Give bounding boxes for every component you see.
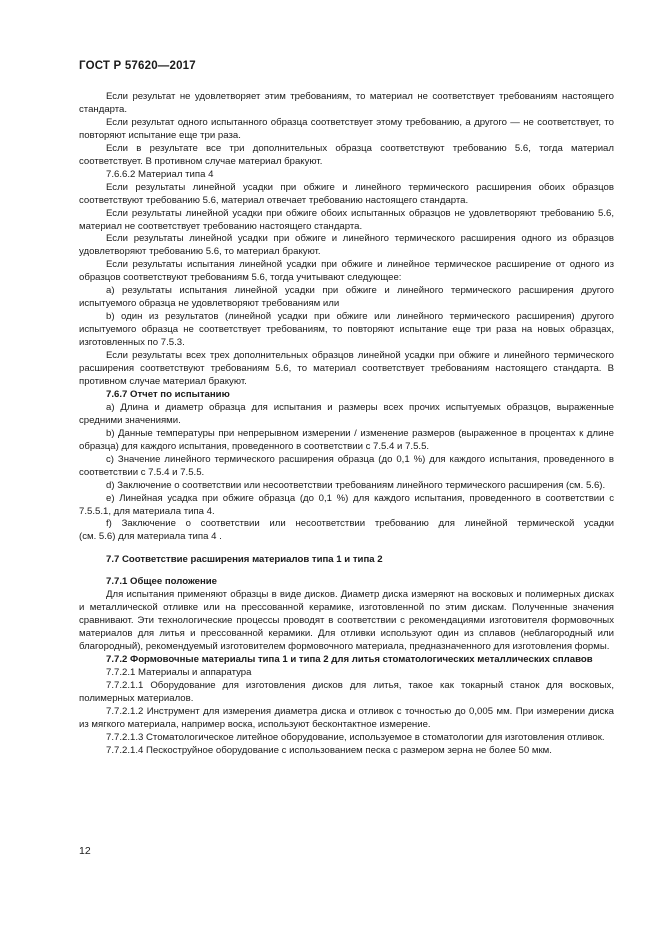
list-item: d) Заключение о соответствии или несоответствии требованиям линейного термического расширения (см. 5.6).	[106, 479, 606, 491]
section-heading: 7.7.2 Формовочные материалы типа 1 и типа 2 для литья стоматологических металлических сплавов	[106, 654, 593, 666]
document-body	[79, 91, 614, 758]
list-item: f) Заключение о соответствии или несоответствии требованию для линейной термической усадки	[106, 518, 614, 530]
paragraph: Если результат одного испытанного образца соответствует этому требованию, а другого — не соответствует, то повторяют испытание еще три раза.	[79, 116, 614, 141]
section-heading: 7.7.1 Общее положение	[106, 576, 217, 588]
paragraph: 7.7.2.1.2 Инструмент для измерения диаметра диска и отливок с точностью до 0,005 мм. При измерении диска из мягкого материала, например воска, используют бесконтактное измерение.	[79, 705, 614, 730]
document-header: ГОСТ Р 57620—2017	[79, 60, 196, 72]
list-item: b) Данные температуры при непрерывном измерении / изменение размеров (выраженное в процентах к длине образца) для каждого испытания, проведенного в соответствии с 7.5.4 и 7.5.5.	[79, 427, 614, 452]
paragraph: Если результаты линейной усадки при обжиге и линейного термического расширения одного из образцов удовлетворяют требованию 5.6, то материал бракуют.	[79, 233, 614, 258]
paragraph: Если результат не удовлетворяет этим требованиям, то материал не соответствует требованиям настоящего стандарта.	[79, 91, 614, 115]
paragraph: Для испытания применяют образцы в виде дисков. Диаметр диска измеряют на восковых и полимерных дисках и металлической отливке или на прессованной керамике, изготовленной по этим дискам. Полученные значения сравнивают. Эти технологические процессы проводят в соответствии с рекомендациями изготовителя формовочных материалов для литья и прессованной керамики. Для отливки используют один из сплавов (неблагородный или благородный), рекомендуемый изготовителем формовочного материала, предназначенного для изготовления формы.	[79, 589, 614, 653]
subsection-heading: 7.7.2.1 Материалы и аппаратура	[106, 666, 252, 678]
paragraph: 7.7.2.1.4 Пескоструйное оборудование с использованием песка с размером зерна не более 50 мкм.	[106, 744, 552, 756]
list-item: e) Линейная усадка при обжиге образца (до 0,1 %) для каждого испытания, проведенного в соответствии с 7.5.5.1, для материала типа 4.	[79, 492, 614, 517]
list-item-continuation: (см. 5.6) для материала типа 4 .	[79, 531, 222, 543]
list-item: a) результаты испытания линейной усадки при обжиге и линейного термического расширения другого испытуемого образца не удовлетворяют требованиям или	[79, 285, 614, 310]
list-item: c) Значение линейного термического расширения образца (до 0,1 %) для каждого испытания, проведенного в соответствии с 7.5.4 и 7.5.5.	[79, 453, 614, 478]
paragraph: Если в результате все три дополнительных образца соответствуют требованию 5.6, тогда материал соответствует. В противном случае материал бракуют.	[79, 142, 614, 167]
section-heading: 7.7 Соответствие расширения материалов типа 1 и типа 2	[106, 554, 383, 566]
paragraph: Если результаты линейной усадки при обжиге обоих испытанных образцов не удовлетворяют требованию 5.6, материал не соответствует требованию настоящего стандарта.	[79, 207, 614, 232]
paragraph: Если результаты всех трех дополнительных образцов линейной усадки при обжиге и линейного термического расширения соответствуют требованиям 5.6, то материал соответствует требованиям настоящего стандарта. В противном случае материал бракуют.	[79, 350, 614, 387]
section-heading: 7.6.7 Отчет по испытанию	[106, 388, 230, 400]
subsection-heading: 7.6.6.2 Материал типа 4	[106, 168, 214, 180]
list-item: b) один из результатов (линейной усадки при обжиге или линейного термического расширения) другого испытуемого образца не соответствует требованиям, то повторяют испытание еще три раза на новых образцах, изготовленных по 7.5.3.	[79, 311, 614, 349]
paragraph: 7.7.2.1.3 Стоматологическое литейное оборудование, используемое в стоматологии для изготовления отливок.	[106, 731, 605, 743]
paragraph: 7.7.2.1.1 Оборудование для изготовления дисков для литья, такое как токарный станок для восковых, полимерных материалов.	[79, 679, 614, 704]
list-item: a) Длина и диаметр образца для испытания и размеры всех прочих испытуемых образцов, выраженные средними значениями.	[79, 401, 614, 426]
page-number: 12	[79, 845, 91, 857]
paragraph: Если результаты испытания линейной усадки при обжиге и линейное термическое расширение от одного из образцов соответствуют требованиям 5.6, тогда учитывают следующее:	[79, 259, 614, 284]
paragraph: Если результаты линейной усадки при обжиге и линейного термического расширения обоих образцов соответствуют требованию 5.6, материал отвечает требованию настоящего стандарта.	[79, 181, 614, 206]
